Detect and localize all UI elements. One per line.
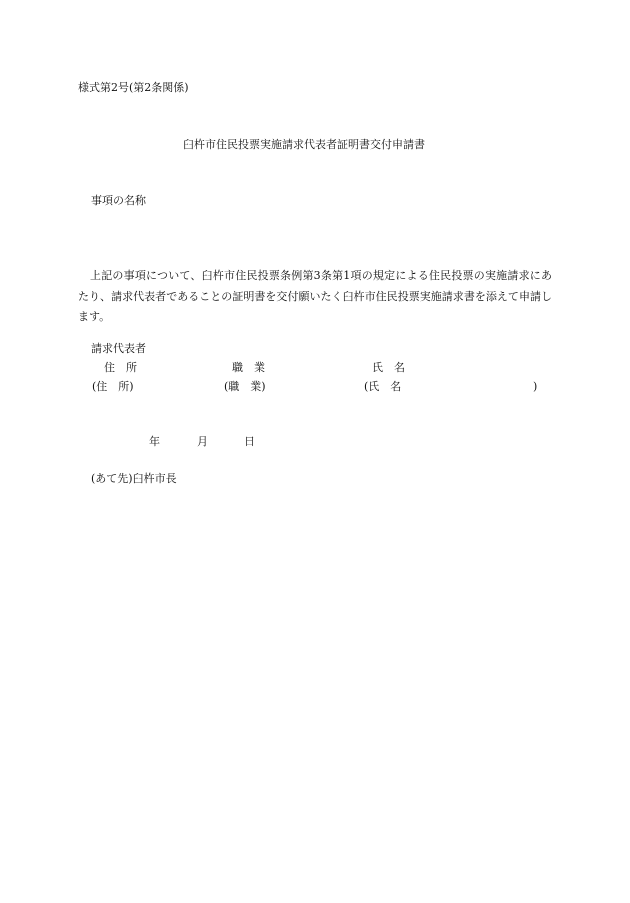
date-day-label: 日 bbox=[244, 435, 255, 448]
addressee: (あて先)臼杵市長 bbox=[91, 472, 177, 485]
occupation-label: 職 業 bbox=[232, 361, 265, 374]
address-label: 住 所 bbox=[104, 361, 137, 374]
address-label-parenthesized: (住 所) bbox=[92, 380, 134, 393]
date-year-label: 年 bbox=[149, 435, 160, 448]
name-label: 氏 名 bbox=[372, 361, 405, 374]
matter-name-label: 事項の名称 bbox=[91, 194, 146, 207]
form-number: 様式第2号(第2条関係) bbox=[78, 81, 189, 94]
request-body-text: 上記の事項について、臼杵市住民投票条例第3条第1項の規定による住民投票の実施請求にあたり、請求代表者であることの証明書を交付願いたく臼杵市住民投票実施請求書を添えて申請します。 bbox=[78, 269, 552, 323]
name-label-parenthesized: (氏 名 bbox=[364, 380, 402, 393]
name-closing-paren: ) bbox=[533, 380, 538, 393]
document-title: 臼杵市住民投票実施請求代表者証明書交付申請書 bbox=[183, 138, 425, 151]
occupation-label-parenthesized: (職 業) bbox=[224, 380, 266, 393]
date-month-label: 月 bbox=[197, 435, 208, 448]
representative-heading: 請求代表者 bbox=[91, 342, 146, 355]
